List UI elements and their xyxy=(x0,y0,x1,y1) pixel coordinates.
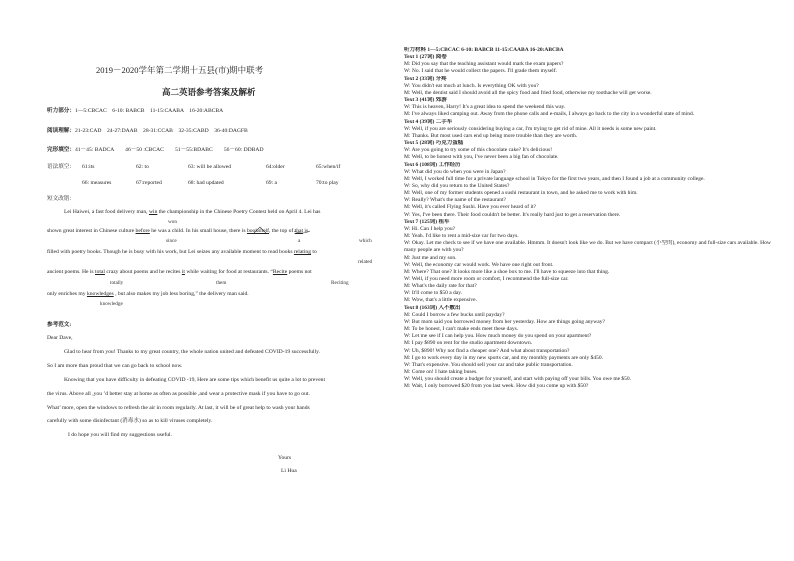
essay-line: the virus. Above all ,you ’d better stay at home as often as possible ,and wear a protective mask if you have to go out. xyxy=(47,391,310,397)
transcript-line: W: Hi. Can I help you? xyxy=(404,225,456,232)
transcript-line: W: Are you going to try some of this chocolate cake? It's delicious! xyxy=(404,147,553,154)
cloze-label: 完形填空： xyxy=(47,147,75,153)
transcript-line: W: You didn't eat much at lunch. Is everything OK with you? xyxy=(404,82,539,89)
text-segment: poems not xyxy=(287,269,312,275)
transcript-line: W: Uh, $890! Why not find a cheaper one? And what about transportation? xyxy=(404,347,570,354)
reading-answers xyxy=(47,128,248,135)
text-segment: shown great interest in Chinese culture xyxy=(47,228,136,234)
grammar-item-63: 63: will be allowed xyxy=(188,164,232,170)
transcript-line: M: Well, one of my former students opened a sushi restaurant in town, and he asked me to work with him. xyxy=(404,190,638,197)
reading-values: 21-23:CAD 24-27:DAAB 28-31:CCAB 32-35:CABD 36-40:DAGFB xyxy=(74,128,248,134)
text-segment: only enriches my xyxy=(47,291,87,297)
transcript-line: W: Well, if you need more room or comfort, I recommend the full-size car. xyxy=(404,276,569,282)
transcript-line: W: It'll come to $50 a day. xyxy=(404,290,463,297)
transcript-heading: Text 8 (163词) 入不敷出 xyxy=(404,304,461,311)
transcript-line: W: Let me see if I can help you. How much money do you spend on your apartment? xyxy=(404,333,592,340)
essay-greeting: Dear Dave, xyxy=(47,335,73,341)
error-word: relating xyxy=(293,249,312,255)
grammar-item-68: 68: had updated xyxy=(188,180,224,186)
grammar-item-64: 64:older xyxy=(266,164,285,170)
grammar-item-65: 65:when/if xyxy=(316,164,341,170)
grammar-item-70: 70:to play xyxy=(316,180,339,186)
listening-answers xyxy=(47,108,223,115)
transcript-line: W: No. I said that he would collect the papers. I'll grade them myself. xyxy=(404,68,557,75)
error-word: knowledges xyxy=(86,291,114,297)
cloze-values: 41－45: BADCA 46－50 :CBCAC 51－55:BDABC 56－60: DDBAD xyxy=(74,147,264,153)
essay-line: So I am more than proud that we can go back to school now. xyxy=(47,363,183,369)
transcript-line: W: Well, you should create a budget for yourself, and start with paying off your bills. You owe me $50. xyxy=(404,376,632,383)
transcript-line: M: What's the daily rate for that? xyxy=(404,283,477,290)
transcript-heading: Text 7 (125词) 租车 xyxy=(404,218,450,225)
transcript-heading: Text 1 (27词) 阅卷 xyxy=(404,54,447,61)
grammar-label: 语法填空： xyxy=(47,164,75,170)
correction-fix: won xyxy=(168,219,177,225)
error-word: it xyxy=(181,269,185,275)
error-word: bookshelf xyxy=(246,228,269,234)
text-segment: to xyxy=(311,249,317,255)
correction-line-4 xyxy=(47,269,312,276)
listening-values: 1—5:CBCAC 6-10: BABCB 11-15:CAABA 16-20:ABCBA xyxy=(74,108,224,114)
grammar-item-69: 69: a xyxy=(266,180,278,186)
correction-line-5 xyxy=(47,291,249,298)
correction-fix: related xyxy=(358,259,373,265)
listening-transcript xyxy=(404,47,776,391)
essay-signature: Li Hua xyxy=(281,468,297,474)
transcript-line: M: Thanks. But most used cars end up being more trouble than they are worth. xyxy=(404,132,578,139)
correction-fix: knowledge xyxy=(100,301,123,307)
correction-fix: totally xyxy=(110,280,124,286)
transcript-line: M: Where? That one? It looks more like a shoe box to me. I'll have to squeeze into that thing. xyxy=(404,268,610,275)
transcript-line: W: That's expensive. You should sell your car and take public transportation. xyxy=(404,361,573,368)
error-word: that xyxy=(294,228,304,234)
text-segment: , the top of xyxy=(269,228,295,234)
reading-label: 阅读理解： xyxy=(47,128,75,134)
essay-closing: Yours xyxy=(278,455,292,461)
page-title: 2019－2020学年第二学期十五县(市)期中联考 xyxy=(96,65,264,75)
transcript-line: M: Wait, I only borrowed $20 from you last week. How did you come up with $50? xyxy=(404,383,589,390)
transcript-heading: Text 3 (41词) 郊游 xyxy=(404,97,447,104)
text-segment: crazy about poems and he recites xyxy=(104,269,182,275)
error-word: total xyxy=(95,269,105,275)
grammar-item-66: 66: measures xyxy=(82,180,112,186)
correction-fix: them xyxy=(216,280,227,286)
text-segment: , but also makes my job less boring,” the delivery man said. xyxy=(113,291,249,297)
text-segment: Lei Haiwei, a fast food delivery man, xyxy=(64,209,149,215)
transcript-line: W: Well, the economy car would work. We have one right out front. xyxy=(404,261,554,268)
transcript-line: M: Well, I worked full time for a private language school in Tokyo for the first two years, and then I found a job at a community college. xyxy=(404,175,705,182)
correction-fix: Reciting xyxy=(331,280,349,286)
transcript-line: M: Well, it's called Flying Sushi. Have you ever heard of it? xyxy=(404,204,536,211)
transcript-line: W: Okay. Let me check to see if we have one available. Hmmm. It doesn't look like we do. But we have compact (小型的), economy and full-size cars available. How many people are with you? xyxy=(404,240,771,254)
transcript-line: M: Did you say that the teaching assistant would mark the exam papers? xyxy=(404,61,564,68)
transcript-heading: Text 5 (28词) 巧克力蛋糕 xyxy=(404,140,464,147)
essay-line: Knowing that you have difficulty in defeating COVID -19, Here are some tips which benefit us quite a lot to prevent xyxy=(64,377,326,383)
cloze-answers xyxy=(47,147,263,154)
transcript-line: M: I pay $890 on rent for the studio apartment downtown. xyxy=(404,340,533,347)
error-word: win xyxy=(148,209,158,215)
transcript-heading: Text 6 (108词) 工作经历 xyxy=(404,161,461,168)
page-subtitle: 高二英语参考答案及解析 xyxy=(162,87,256,97)
transcript-heading: 听力材料 1—5:CBCAC 6-10: BABCB 11-15:CAABA 16-20:ABCBA xyxy=(404,47,564,53)
grammar-item-67: 67:reported xyxy=(136,180,162,186)
transcript-line: W: Really? What's the name of the restaurant? xyxy=(404,197,506,204)
transcript-line: M: To be honest, I can't make ends meet these days. xyxy=(404,326,519,333)
text-segment: he was a child. In his small house, there is xyxy=(149,228,247,234)
correction-line-3 xyxy=(47,249,317,256)
correction-label: 短文改错： xyxy=(47,196,75,202)
transcript-line: W: This is heaven, Harry! It's a great idea to spend the weekend this way. xyxy=(404,104,566,111)
text-segment: is xyxy=(303,228,309,234)
grammar-item-61: 61:its xyxy=(82,164,95,170)
transcript-line: W: So, why did you return to the United States? xyxy=(404,182,510,189)
transcript-line: M: Come on! I hate taking buses. xyxy=(404,369,478,376)
transcript-line: W: What did you do when you were in Japan? xyxy=(404,168,506,175)
essay-line: What’ more, open the windows to refresh the air in room regularly. At last, it will be of great help to wash your hands xyxy=(47,405,310,411)
transcript-line: M: Well, to be honest with you, I've never been a big fan of chocolate. xyxy=(404,154,559,161)
listening-label: 听力部分： xyxy=(47,108,75,114)
grammar-item-62: 62: to xyxy=(136,164,149,170)
error-word: Recite xyxy=(272,269,288,275)
transcript-line: M: I go to work every day in my new sports car, and my monthly payments are only $450. xyxy=(404,354,603,361)
text-segment: the championship in the Chinese Poetry Contest held on April 4. Lei has xyxy=(157,209,321,215)
transcript-line: M: Yeah. I'd like to rent a mid-size car for two days. xyxy=(404,233,519,240)
essay-label: 参考范文: xyxy=(47,322,72,328)
transcript-line: W: Yes, I've been there. Their food couldn't be better. It's really hard just to get a reservation there. xyxy=(404,211,621,218)
transcript-line: M: I've always liked camping out. Away from the phone calls and e-mails, I always go back to the city in a wonderful state of mind. xyxy=(404,111,695,118)
transcript-line: W: But mom said you borrowed money from her yesterday. How are things going anyway? xyxy=(404,318,605,325)
transcript-heading: Text 2 (33词) 牙疼 xyxy=(404,75,447,82)
correction-fix: which xyxy=(359,238,372,244)
text-segment: ancient poems. He is xyxy=(47,269,96,275)
text-segment: while waiting for food at restaurants. “ xyxy=(184,269,273,275)
error-word: before xyxy=(135,228,150,234)
transcript-line: M: Just me and my son. xyxy=(404,254,457,261)
correction-line-1 xyxy=(64,209,321,216)
transcript-line: M: Well, the dentist said I should avoid all the spicy food and fried food, otherwise my toothache will get worse. xyxy=(404,89,652,96)
correction-fix: a xyxy=(298,238,301,244)
essay-line: I do hope you will find my suggestions useful. xyxy=(68,432,172,438)
transcript-line: M: Wow, that's a little expensive. xyxy=(404,297,477,304)
essay-line: carefully with some disinfectant (消毒水) so as to kill viruses completely. xyxy=(47,418,213,424)
correction-fix: since xyxy=(166,238,177,244)
essay-line: Glad to hear from you! Thanks to my great country, the whole nation united and defeated COVID-19 successfully. xyxy=(64,349,320,355)
transcript-heading: Text 4 (39词) 二手车 xyxy=(404,118,453,125)
text-segment: filled with poetry books. Though he is busy with his work, but Lei seizes any available moment to read books xyxy=(47,249,294,255)
transcript-line: M: Could I borrow a few bucks until payday? xyxy=(404,311,505,318)
transcript-line: W: Well, if you are seriously considering buying a car, I'm trying to get rid of mine. All it needs is some new paint. xyxy=(404,125,657,132)
insertion-mark xyxy=(252,226,312,234)
